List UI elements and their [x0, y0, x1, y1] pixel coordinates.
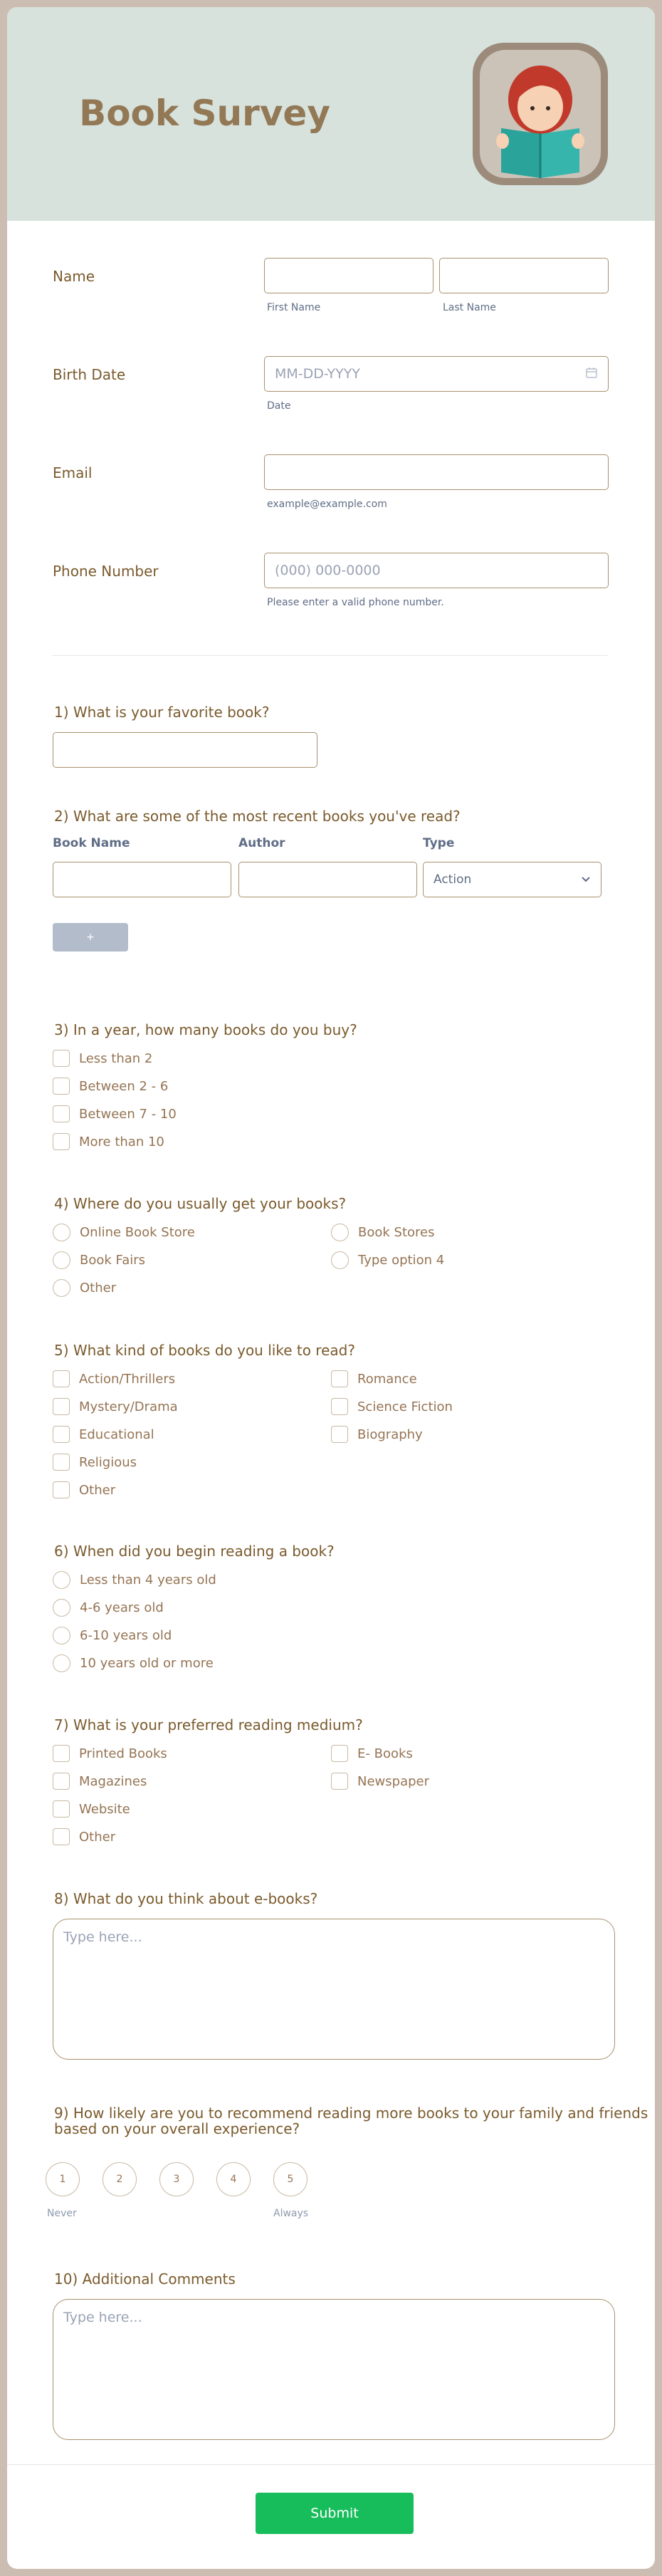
submit-button[interactable]: Submit: [256, 2493, 414, 2534]
scale-option-5[interactable]: 5: [273, 2162, 308, 2196]
checkbox[interactable]: [53, 1105, 70, 1122]
add-row-button[interactable]: +: [53, 923, 128, 951]
birth-date-label: Birth Date: [53, 366, 126, 383]
checkbox[interactable]: [331, 1370, 348, 1387]
q5-option[interactable]: Romance: [331, 1370, 417, 1387]
checkbox[interactable]: [331, 1745, 348, 1762]
checkbox[interactable]: [53, 1828, 70, 1845]
q6-label: 6) When did you begin reading a book?: [54, 1543, 335, 1560]
footer-divider: [7, 2464, 655, 2465]
name-label: Name: [53, 268, 95, 285]
last-name-input[interactable]: [439, 258, 609, 293]
q5-option[interactable]: Science Fiction: [331, 1398, 453, 1415]
q5-option[interactable]: Mystery/Drama: [53, 1398, 178, 1415]
radio[interactable]: [331, 1251, 349, 1269]
q6-option[interactable]: Less than 4 years old: [53, 1571, 216, 1589]
phone-placeholder: (000) 000-0000: [275, 563, 381, 578]
radio[interactable]: [53, 1654, 70, 1672]
checkbox[interactable]: [331, 1773, 348, 1790]
section-divider: [53, 655, 608, 656]
checkbox[interactable]: [331, 1426, 348, 1443]
author-input[interactable]: [238, 862, 417, 897]
q7-option[interactable]: Printed Books: [53, 1745, 167, 1762]
checkbox[interactable]: [53, 1426, 70, 1443]
birth-date-sublabel: Date: [267, 400, 291, 412]
q3-option[interactable]: Between 7 - 10: [53, 1105, 177, 1122]
q7-option[interactable]: Other: [53, 1828, 115, 1845]
scale-max-label: Always: [273, 2208, 309, 2219]
last-name-sublabel: Last Name: [443, 302, 496, 313]
q3-option[interactable]: Less than 2: [53, 1050, 152, 1067]
checkbox[interactable]: [53, 1481, 70, 1498]
email-input[interactable]: [264, 454, 609, 490]
book-name-input[interactable]: [53, 862, 231, 897]
q5-option[interactable]: Religious: [53, 1454, 137, 1471]
phone-input[interactable]: [264, 553, 609, 588]
q7-option[interactable]: E- Books: [331, 1745, 413, 1762]
q5-option[interactable]: Educational: [53, 1426, 154, 1443]
first-name-input[interactable]: [264, 258, 434, 293]
q4-label: 4) Where do you usually get your books?: [54, 1195, 347, 1212]
scale-option-1[interactable]: 1: [46, 2162, 80, 2196]
birth-date-input[interactable]: [264, 356, 609, 392]
q6-option[interactable]: 10 years old or more: [53, 1654, 214, 1672]
col-book-name: Book Name: [53, 836, 130, 850]
q8-label: 8) What do you think about e-books?: [54, 1890, 318, 1907]
scale-option-3[interactable]: 3: [159, 2162, 194, 2196]
favorite-book-input[interactable]: [53, 732, 317, 768]
first-name-sublabel: First Name: [267, 302, 321, 313]
radio[interactable]: [331, 1224, 349, 1241]
ebooks-textarea[interactable]: [53, 1919, 615, 2060]
q7-option[interactable]: Magazines: [53, 1773, 147, 1790]
q3-label: 3) In a year, how many books do you buy?: [54, 1021, 357, 1038]
checkbox[interactable]: [53, 1800, 70, 1818]
q6-option[interactable]: 4-6 years old: [53, 1599, 164, 1617]
type-select-value: Action: [434, 872, 472, 887]
phone-label: Phone Number: [53, 563, 159, 580]
q3-option[interactable]: Between 2 - 6: [53, 1078, 168, 1095]
q4-option[interactable]: Book Fairs: [53, 1251, 145, 1269]
checkbox[interactable]: [53, 1078, 70, 1095]
q2-label: 2) What are some of the most recent books you've read?: [54, 808, 461, 825]
checkbox[interactable]: [53, 1745, 70, 1762]
birth-date-placeholder: MM-DD-YYYY: [275, 366, 360, 382]
q4-option[interactable]: Book Stores: [331, 1224, 434, 1241]
checkbox[interactable]: [53, 1050, 70, 1067]
email-label: Email: [53, 464, 93, 481]
comments-placeholder: Type here...: [63, 2310, 142, 2325]
scale-min-label: Never: [47, 2208, 77, 2219]
q9-label: 9) How likely are you to recommend reading more books to your family and friends based on your overall experience?: [54, 2105, 648, 2137]
q7-option[interactable]: Newspaper: [331, 1773, 429, 1790]
scale-option-4[interactable]: 4: [216, 2162, 251, 2196]
email-sublabel: example@example.com: [267, 499, 387, 510]
chevron-down-icon: [581, 872, 591, 887]
radio[interactable]: [53, 1627, 70, 1644]
radio[interactable]: [53, 1279, 70, 1297]
form-header: [7, 7, 655, 221]
checkbox[interactable]: [331, 1398, 348, 1415]
q5-option[interactable]: Action/Thrillers: [53, 1370, 175, 1387]
checkbox[interactable]: [53, 1370, 70, 1387]
q6-option[interactable]: 6-10 years old: [53, 1627, 172, 1644]
ebooks-placeholder: Type here...: [63, 1929, 142, 1945]
calendar-icon[interactable]: [585, 366, 598, 382]
comments-textarea[interactable]: [53, 2299, 615, 2440]
radio[interactable]: [53, 1251, 70, 1269]
radio[interactable]: [53, 1571, 70, 1589]
form-title: Book Survey: [79, 93, 330, 134]
col-author: Author: [238, 836, 285, 850]
q3-option[interactable]: More than 10: [53, 1133, 164, 1150]
checkbox[interactable]: [53, 1773, 70, 1790]
q5-option[interactable]: Other: [53, 1481, 115, 1498]
q1-label: 1) What is your favorite book?: [54, 704, 270, 721]
reading-girl-logo: [473, 43, 608, 185]
radio[interactable]: [53, 1224, 70, 1241]
q4-option[interactable]: Type option 4: [331, 1251, 444, 1269]
checkbox[interactable]: [53, 1454, 70, 1471]
q5-label: 5) What kind of books do you like to read?: [54, 1342, 355, 1359]
checkbox[interactable]: [53, 1398, 70, 1415]
q4-option[interactable]: Other: [53, 1279, 116, 1297]
q4-option[interactable]: Online Book Store: [53, 1224, 195, 1241]
q10-label: 10) Additional Comments: [54, 2270, 236, 2288]
scale-option-2[interactable]: 2: [103, 2162, 137, 2196]
type-select[interactable]: [423, 862, 601, 897]
checkbox[interactable]: [53, 1133, 70, 1150]
phone-sublabel: Please enter a valid phone number.: [267, 597, 444, 608]
col-type: Type: [423, 836, 455, 850]
radio[interactable]: [53, 1599, 70, 1617]
q7-option[interactable]: Website: [53, 1800, 130, 1818]
q5-option[interactable]: Biography: [331, 1426, 423, 1443]
q7-label: 7) What is your preferred reading medium?: [54, 1716, 363, 1733]
form-card: [7, 7, 655, 2569]
